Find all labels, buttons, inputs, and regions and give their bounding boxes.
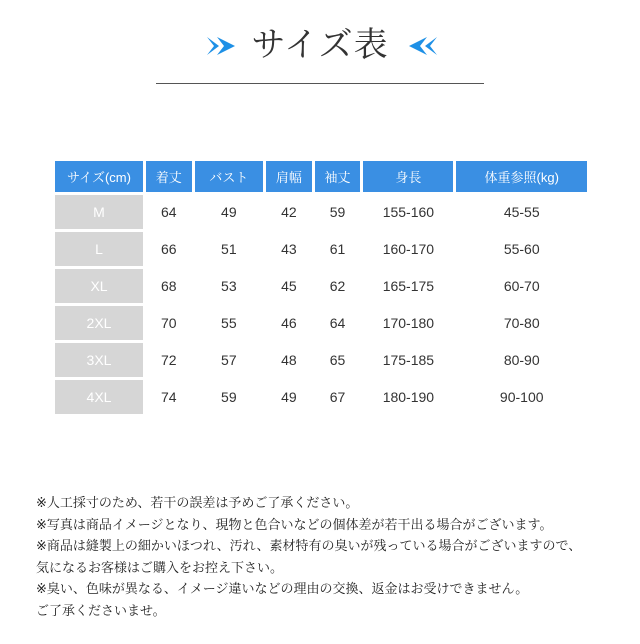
size-cell: L [55, 232, 143, 266]
title-divider [156, 83, 484, 84]
table-cell: 43 [281, 241, 297, 257]
table-cell: 66 [161, 241, 177, 257]
table-cell: 45-55 [503, 204, 540, 220]
table-row [55, 306, 587, 340]
table-row [55, 343, 587, 377]
page-title: サイズ表 [251, 25, 389, 65]
table-cell: 72 [161, 352, 177, 368]
table-cell: 74 [161, 389, 177, 405]
note-line: ※臭い、色味が異なる、イメージ違いなどの理由の交換、返金はお受けできません。 [36, 582, 529, 597]
table-cell: 55 [221, 315, 237, 331]
table-cell: 46 [281, 315, 297, 331]
table-cell: 160-170 [382, 241, 435, 257]
size-cell: M [55, 195, 143, 229]
table-cell: 60-70 [503, 278, 540, 294]
table-cell: 175-185 [382, 352, 435, 368]
table-cell: 64 [161, 204, 177, 220]
table-cell: 49 [221, 204, 237, 220]
table-cell: 55-60 [503, 241, 540, 257]
header-length: 着丈 [146, 161, 192, 192]
table-cell: 68 [161, 278, 177, 294]
size-cell: 2XL [55, 306, 143, 340]
table-cell: 48 [281, 352, 297, 368]
header-height: 身長 [363, 161, 453, 192]
header-row [55, 161, 587, 192]
table-cell: 170-180 [382, 315, 435, 331]
table-cell: 65 [329, 352, 346, 368]
note-line: 気になるお客様はご購入をお控え下さい。 [36, 560, 284, 576]
table-cell: 180-190 [382, 389, 435, 405]
table-cell: 67 [329, 389, 346, 405]
header-weight: 体重参照(kg) [456, 161, 587, 192]
table-cell: 49 [281, 389, 297, 405]
size-cell: XL [55, 269, 143, 303]
chevron-left-icon [407, 36, 439, 56]
table-cell: 80-90 [503, 352, 540, 368]
table-cell: 62 [329, 278, 346, 294]
note-line: ご了承くださいませ。 [36, 603, 166, 619]
table-cell: 155-160 [382, 204, 435, 220]
table-cell: 64 [329, 315, 346, 331]
size-table [52, 158, 590, 417]
table-row [55, 269, 587, 303]
title-area [0, 22, 640, 72]
size-cell: 3XL [55, 343, 143, 377]
table-cell: 53 [221, 278, 237, 294]
table-row [55, 195, 587, 229]
header-shoulder: 肩幅 [266, 161, 312, 192]
note-line: ※人工採寸のため、若干の誤差は予めご了承ください。 [36, 496, 359, 511]
header-size: サイズ(cm) [55, 161, 143, 192]
header-sleeve: 袖丈 [315, 161, 361, 192]
table-cell: 59 [329, 204, 346, 220]
table-cell: 45 [281, 278, 297, 294]
table-cell: 70 [161, 315, 177, 331]
table-row [55, 380, 587, 414]
note-line: ※商品は縫製上の細かいほつれ、汚れ、素材特有の臭いが残っている場合がございますので、 [36, 539, 582, 554]
table-cell: 57 [221, 352, 237, 368]
size-cell: 4XL [55, 380, 143, 414]
table-cell: 90-100 [499, 389, 544, 405]
table-cell: 165-175 [382, 278, 435, 294]
table-cell: 51 [221, 241, 237, 257]
table-cell: 70-80 [503, 315, 540, 331]
note-line: ※写真は商品イメージとなり、現物と色合いなどの個体差が若干出る場合がございます。 [36, 517, 553, 533]
table-cell: 42 [281, 204, 297, 220]
table-row [55, 232, 587, 266]
notes-section [36, 493, 626, 622]
table-cell: 59 [221, 389, 237, 405]
table-cell: 61 [329, 241, 346, 257]
header-bust: バスト [195, 161, 263, 192]
